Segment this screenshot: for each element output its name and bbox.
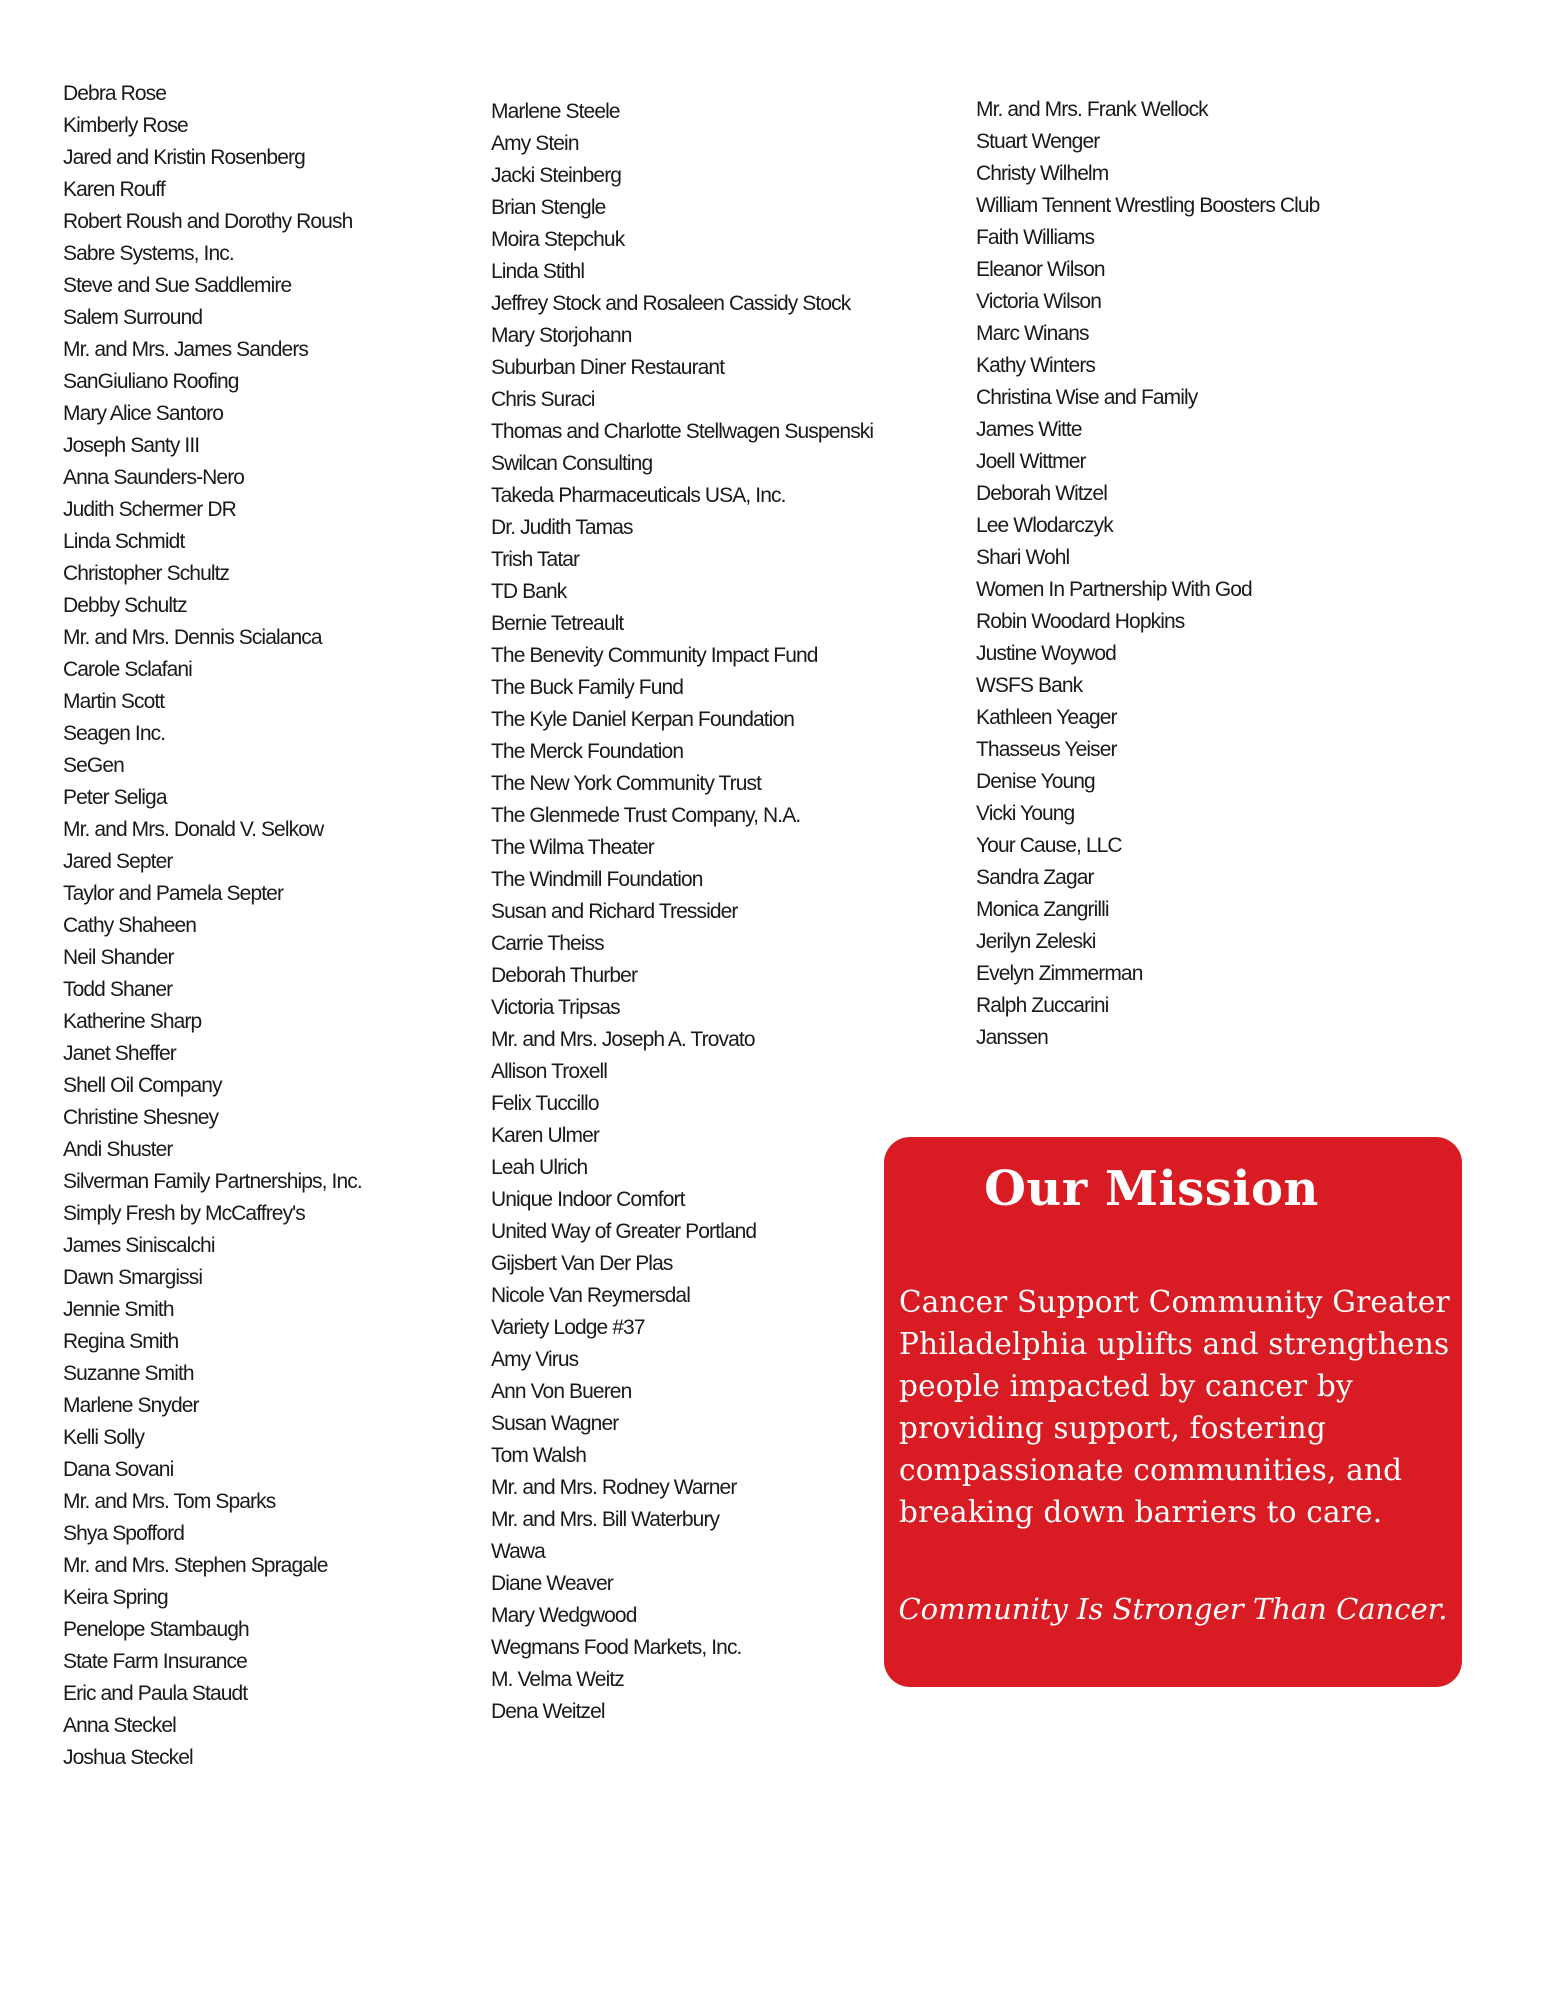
donor-name: TD Bank [491,580,567,603]
donor-name: M. Velma Weitz [491,1668,624,1691]
donor-name: Shya Spofford [63,1522,185,1545]
donor-name: Kelli Solly [63,1426,145,1449]
donor-name: Kathy Winters [976,354,1096,377]
donor-name: Penelope Stambaugh [63,1618,249,1641]
donor-name: Shari Wohl [976,546,1070,569]
donor-name: Dena Weitzel [491,1700,605,1723]
donor-name: Christy Wilhelm [976,162,1109,185]
donor-name: Mr. and Mrs. Rodney Warner [491,1476,737,1499]
donor-name: Bernie Tetreault [491,612,624,635]
donor-name: Monica Zangrilli [976,898,1109,921]
donor-name: Joshua Steckel [63,1746,193,1769]
donor-name: Lee Wlodarczyk [976,514,1113,537]
donor-name: James Siniscalchi [63,1234,215,1257]
donor-name: Mr. and Mrs. Frank Wellock [976,98,1208,121]
donor-name: Variety Lodge #37 [491,1316,645,1339]
donor-name: Jared Septer [63,850,173,873]
donor-name: Christina Wise and Family [976,386,1198,409]
donor-name: Victoria Tripsas [491,996,620,1019]
donor-name: Mary Storjohann [491,324,632,347]
donor-name: Carrie Theiss [491,932,604,955]
donor-name: Mr. and Mrs. Joseph A. Trovato [491,1028,755,1051]
donor-name: Dana Sovani [63,1458,174,1481]
donor-name: Anna Saunders-Nero [63,466,245,489]
donor-name: Linda Schmidt [63,530,185,553]
donor-name: Anna Steckel [63,1714,176,1737]
donor-name: Linda Stithl [491,260,585,283]
donor-name: William Tennent Wrestling Boosters Club [976,194,1320,217]
donor-name: Kathleen Yeager [976,706,1117,729]
donor-name: Salem Surround [63,306,203,329]
donor-name: The New York Community Trust [491,772,762,795]
donor-name: Mr. and Mrs. Donald V. Selkow [63,818,324,841]
donor-name: Stuart Wenger [976,130,1100,153]
donor-name: Deborah Witzel [976,482,1107,505]
donor-name: Keira Spring [63,1586,168,1609]
donor-name: Judith Schermer DR [63,498,236,521]
donor-name: Jennie Smith [63,1298,174,1321]
donor-name: Swilcan Consulting [491,452,653,475]
mission-tagline: Community Is Stronger Than Cancer. [898,1592,1448,1626]
donor-name: Leah Ulrich [491,1156,588,1179]
donor-name: Your Cause, LLC [976,834,1122,857]
donor-name: James Witte [976,418,1082,441]
donor-name: Diane Weaver [491,1572,613,1595]
donor-name: Eric and Paula Staudt [63,1682,248,1705]
donor-name: Eleanor Wilson [976,258,1105,281]
donor-name: Todd Shaner [63,978,173,1001]
donor-name: SeGen [63,754,124,777]
donor-name: Women In Partnership With God [976,578,1252,601]
donor-name: Shell Oil Company [63,1074,222,1097]
donor-name: Dawn Smargissi [63,1266,203,1289]
donor-name: The Buck Family Fund [491,676,684,699]
donor-name: Martin Scott [63,690,165,713]
donor-name: SanGiuliano Roofing [63,370,239,393]
donor-name: Thomas and Charlotte Stellwagen Suspenski [491,420,874,443]
donor-name: Jerilyn Zeleski [976,930,1096,953]
donor-name: Mr. and Mrs. Tom Sparks [63,1490,276,1513]
donor-name: Deborah Thurber [491,964,638,987]
donor-name: State Farm Insurance [63,1650,247,1673]
donor-name: Allison Troxell [491,1060,608,1083]
donor-name: Christopher Schultz [63,562,230,585]
donor-name: Karen Rouff [63,178,165,201]
donor-name: Karen Ulmer [491,1124,599,1147]
donor-name: Mary Wedgwood [491,1604,637,1627]
donor-name: Debby Schultz [63,594,187,617]
donor-list-column-2 [491,96,873,1728]
donor-name: Chris Suraci [491,388,595,411]
donor-name: Andi Shuster [63,1138,173,1161]
donor-name: Robert Roush and Dorothy Roush [63,210,353,233]
donor-name: Simply Fresh by McCaffrey's [63,1202,305,1225]
donor-name: Unique Indoor Comfort [491,1188,685,1211]
donor-name: Mr. and Mrs. Stephen Spragale [63,1554,328,1577]
donor-name: Trish Tatar [491,548,580,571]
mission-title: Our Mission [984,1161,1319,1217]
donor-name: Janet Sheffer [63,1042,176,1065]
donor-name: Mr. and Mrs. James Sanders [63,338,309,361]
donor-name: The Glenmede Trust Company, N.A. [491,804,801,827]
donor-name: Felix Tuccillo [491,1092,599,1115]
donor-name: Takeda Pharmaceuticals USA, Inc. [491,484,786,507]
donor-name: Cathy Shaheen [63,914,197,937]
donor-name: Robin Woodard Hopkins [976,610,1185,633]
donor-name: The Windmill Foundation [491,868,703,891]
mission-box [884,1137,1462,1687]
donor-name: Mr. and Mrs. Dennis Scialanca [63,626,322,649]
donor-name: Seagen Inc. [63,722,166,745]
donor-name: Amy Stein [491,132,579,155]
donor-name: Joseph Santy III [63,434,200,457]
donor-name: Christine Shesney [63,1106,219,1129]
donor-name: Jared and Kristin Rosenberg [63,146,305,169]
donor-name: Marlene Snyder [63,1394,199,1417]
donor-name: Joell Wittmer [976,450,1086,473]
donor-name: Janssen [976,1026,1048,1049]
donor-name: Kimberly Rose [63,114,188,137]
donor-name: Victoria Wilson [976,290,1101,313]
donor-name: Debra Rose [63,82,167,105]
donor-name: Regina Smith [63,1330,179,1353]
donor-name: The Kyle Daniel Kerpan Foundation [491,708,795,731]
donor-name: Mr. and Mrs. Bill Waterbury [491,1508,720,1531]
donor-list-column-1 [63,78,362,1774]
donor-name: The Merck Foundation [491,740,684,763]
donor-name: Jeffrey Stock and Rosaleen Cassidy Stock [491,292,851,315]
donor-name: Steve and Sue Saddlemire [63,274,292,297]
donor-name: Wegmans Food Markets, Inc. [491,1636,742,1659]
donor-name: Wawa [491,1540,545,1563]
donor-name: Mary Alice Santoro [63,402,224,425]
donor-name: Denise Young [976,770,1095,793]
donor-name: Taylor and Pamela Septer [63,882,284,905]
donor-name: The Wilma Theater [491,836,654,859]
donor-name: Ann Von Bueren [491,1380,632,1403]
donor-name: Tom Walsh [491,1444,586,1467]
donor-name: Brian Stengle [491,196,606,219]
donor-name: Thasseus Yeiser [976,738,1117,761]
donor-name: Silverman Family Partnerships, Inc. [63,1170,362,1193]
donor-name: Sabre Systems, Inc. [63,242,234,265]
donor-name: Marlene Steele [491,100,620,123]
donor-name: Evelyn Zimmerman [976,962,1143,985]
donor-name: Amy Virus [491,1348,579,1371]
donor-name: Sandra Zagar [976,866,1094,889]
donor-name: Gijsbert Van Der Plas [491,1252,673,1275]
donor-name: Suzanne Smith [63,1362,194,1385]
donor-list-column-3 [976,94,1319,1054]
donor-name: Justine Woywod [976,642,1116,665]
donor-name: Suburban Diner Restaurant [491,356,725,379]
donor-name: WSFS Bank [976,674,1083,697]
donor-name: Katherine Sharp [63,1010,202,1033]
mission-statement: Cancer Support Community Greater Philadelphia uplifts and strengthens people impacted by cancer by providing support, fostering compassionate communities, and breaking down barriers to care. [899,1285,1450,1529]
donor-name: Ralph Zuccarini [976,994,1109,1017]
donor-name: Carole Sclafani [63,658,192,681]
donor-name: Susan Wagner [491,1412,619,1435]
donor-name: United Way of Greater Portland [491,1220,757,1243]
donor-name: Neil Shander [63,946,174,969]
donor-name: Vicki Young [976,802,1075,825]
donor-name: Dr. Judith Tamas [491,516,633,539]
donor-name: Marc Winans [976,322,1089,345]
donor-name: Faith Williams [976,226,1095,249]
donor-name: Susan and Richard Tressider [491,900,738,923]
donor-name: Moira Stepchuk [491,228,625,251]
donor-name: Nicole Van Reymersdal [491,1284,690,1307]
donor-name: Jacki Steinberg [491,164,622,187]
donor-name: Peter Seliga [63,786,167,809]
donor-name: The Benevity Community Impact Fund [491,644,818,667]
